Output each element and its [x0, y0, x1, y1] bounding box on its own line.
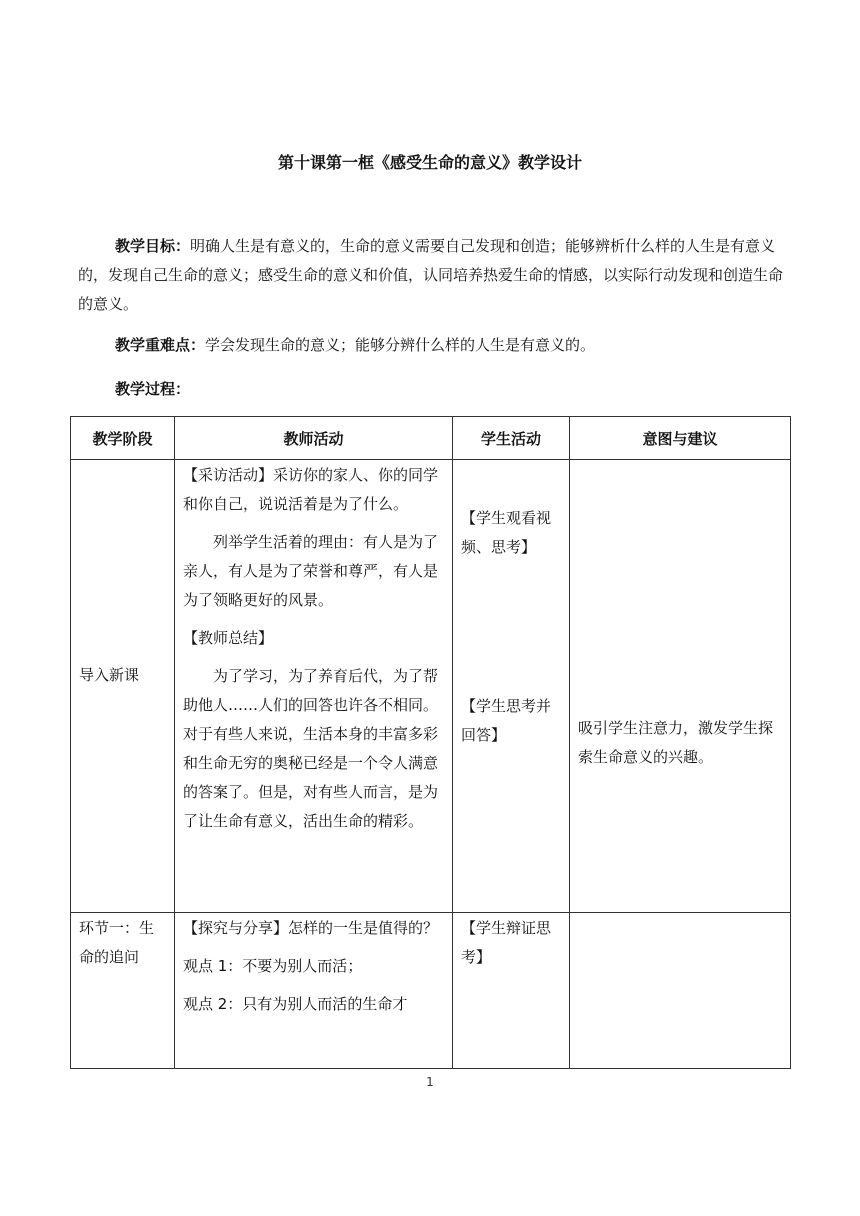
- header-teacher: 教师活动: [175, 417, 453, 460]
- teacher-viewpoint-1: 观点 1：不要为别人而活；: [183, 957, 363, 975]
- intent-cell: [570, 913, 791, 1069]
- student-activity-watch: 【学生观看视频、思考】: [461, 509, 552, 556]
- teacher-cell: [175, 913, 453, 1069]
- process-label: 教学过程：: [115, 380, 191, 398]
- intent-cell: [570, 460, 791, 913]
- student-cell: [453, 460, 570, 913]
- table-row: [71, 913, 791, 1069]
- page-number: 1: [426, 1075, 434, 1089]
- student-activity-think: 【学生辩证思考】: [461, 919, 552, 966]
- stage-label: 导入新课: [79, 665, 140, 684]
- teacher-activity-interview: 【采访活动】采访你的家人、你的同学和你自己，说说活着是为了什么。: [183, 466, 439, 513]
- stage-cell: [71, 460, 175, 913]
- process-heading: [78, 375, 788, 404]
- lesson-table: [70, 416, 791, 1069]
- key-points-paragraph: [78, 331, 788, 360]
- teacher-activity-reasons: 列举学生活着的理由：有人是为了亲人，有人是为了荣誉和尊严，有人是为了领略更好的风景。: [183, 533, 439, 609]
- header-intent: 意图与建议: [570, 417, 791, 460]
- table-header-row: [71, 417, 791, 460]
- teacher-summary-label: 【教师总结】: [183, 629, 274, 647]
- key-points-text: 学会发现生命的意义；能够分辨什么样的人生是有意义的。: [205, 336, 596, 354]
- objectives-text: 明确人生是有意义的，生命的意义需要自己发现和创造；能够辨析什么样的人生是有意义的，发现自己生命的意义；感受生命的意义和价值，认同培养热爱生命的情感，以实际行动发现和创造生命的意义。: [78, 237, 784, 313]
- teacher-viewpoint-2: 观点 2：只有为别人而活的生命才: [183, 995, 408, 1013]
- student-cell: [453, 913, 570, 1069]
- teacher-activity-explore: 【探究与分享】怎样的一生是值得的？: [183, 919, 439, 937]
- header-student: 学生活动: [453, 417, 570, 460]
- stage-label: 环节一：生命的追问: [79, 919, 155, 966]
- objectives-paragraph: [78, 232, 788, 319]
- document-title: 第十课第一框《感受生命的意义》教学设计: [277, 153, 582, 172]
- header-stage: 教学阶段: [71, 417, 175, 460]
- teacher-summary-text: 为了学习，为了养育后代，为了帮助他人……人们的回答也许各不相同。对于有些人来说，生活本身的丰富多彩和生命无穷的奥秘已经是一个令人满意的答案了。但是，对有些人而言，是为了让生命有意义，活出生命的精彩。: [183, 667, 439, 830]
- stage-cell: [71, 913, 175, 1069]
- intent-text: 吸引学生注意力，激发学生探索生命意义的兴趣。: [578, 719, 774, 766]
- table-row: [71, 460, 791, 913]
- key-points-label: 教学重难点：: [115, 336, 206, 354]
- teacher-cell: [175, 460, 453, 913]
- student-activity-answer: 【学生思考并回答】: [461, 697, 552, 744]
- objectives-label: 教学目标：: [115, 237, 191, 255]
